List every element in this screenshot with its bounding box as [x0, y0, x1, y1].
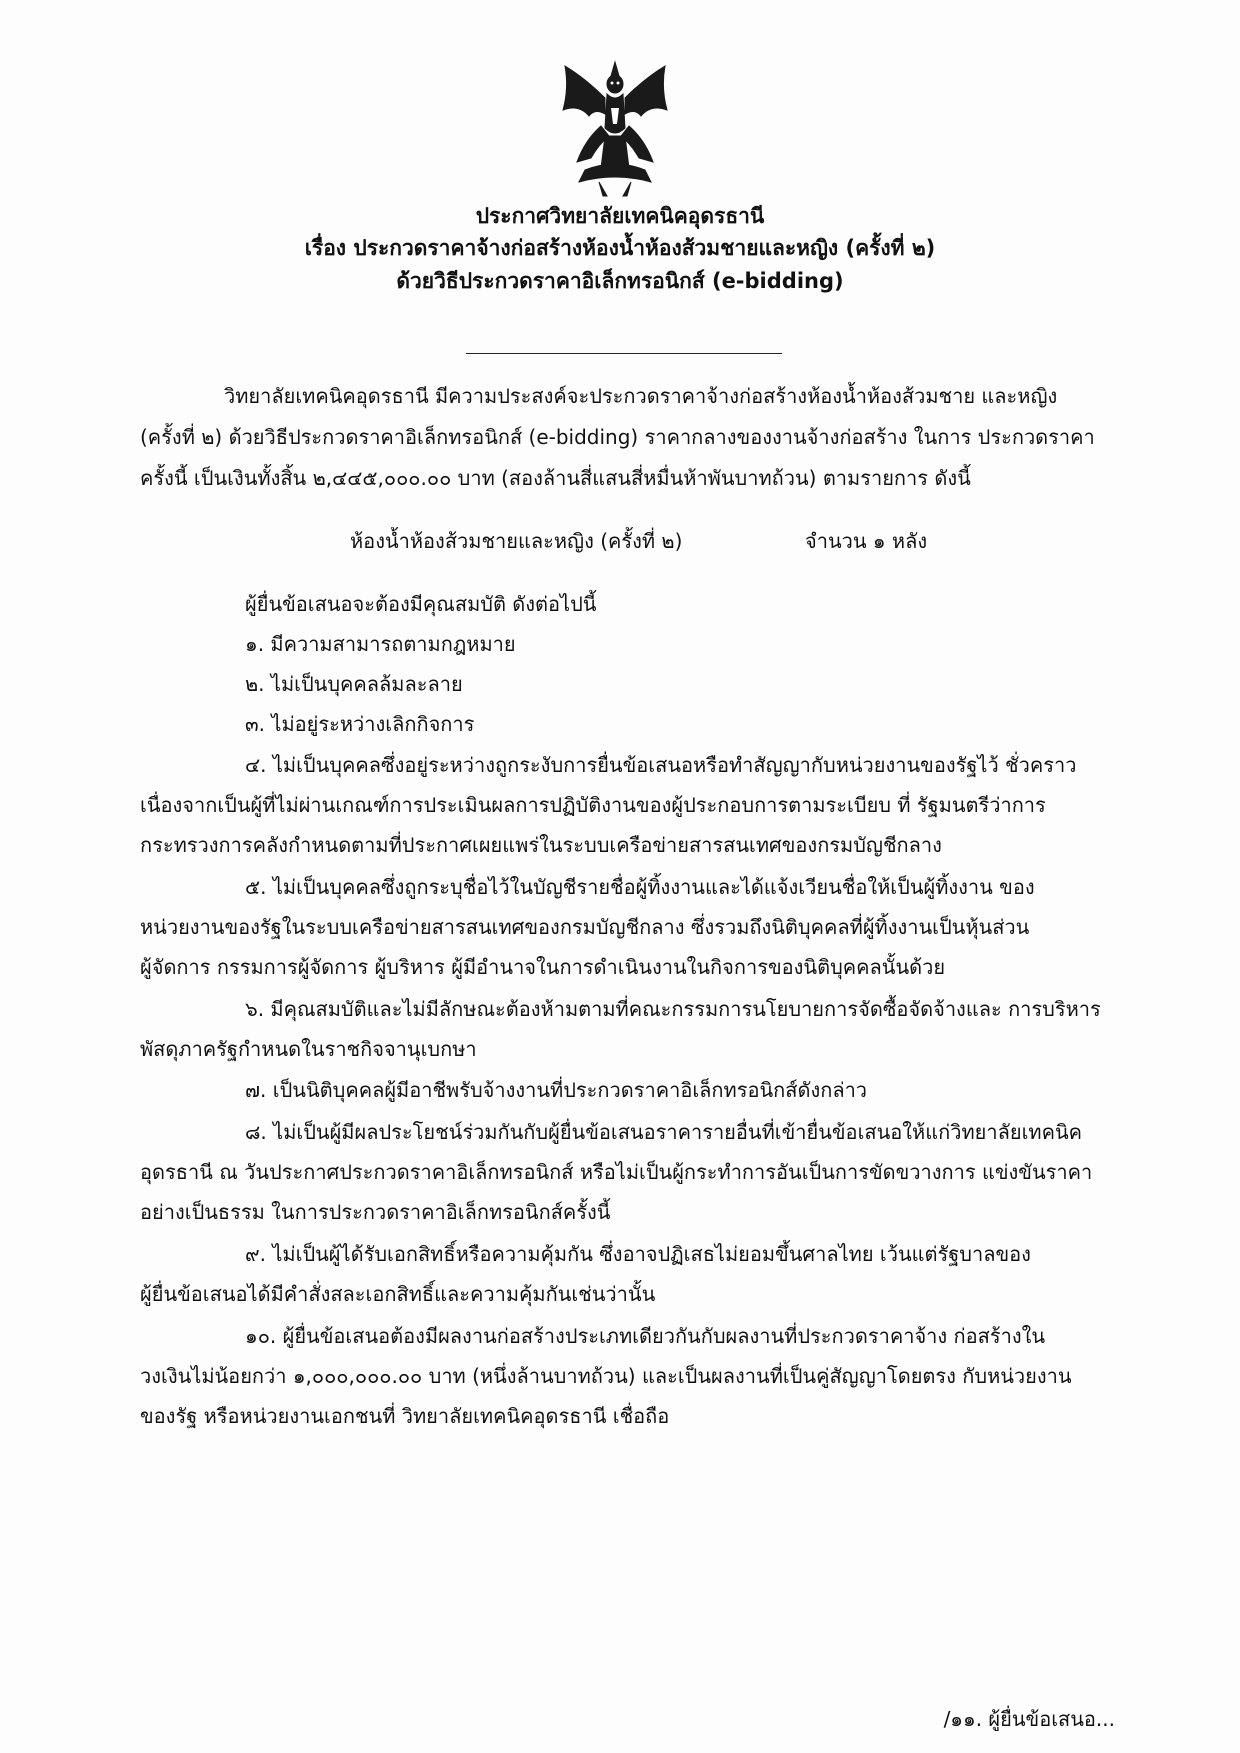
- qualification-10-line-2: วงเงินไม่น้อยกว่า ๑,๐๐๐,๐๐๐.๐๐ บาท (หนึ่งล้านบาทถ้วน) และเป็นผลงานที่เป็นคู่สัญญาโดยตรง กับหน่วยงาน: [140, 1364, 1072, 1388]
- qualification-8-line-1: ๘. ไม่เป็นผู้มีผลประโยชน์ร่วมกันกับผู้ยื่นข้อเสนอราคารายอื่นที่เข้ายื่นข้อเสนอให้แก่วิทยาลัยเทคนิค: [245, 1120, 1083, 1144]
- announcement-title: ประกาศวิทยาลัยเทคนิคอุดรธานี: [475, 204, 765, 228]
- page-continuation: /๑๑. ผู้ยื่นข้อเสนอ...: [943, 1707, 1115, 1731]
- garuda-emblem-icon: [555, 58, 675, 198]
- intro-line-3: ครั้งนี้ เป็นเงินทั้งสิ้น ๒,๔๔๕,๐๐๐.๐๐ บาท (สองล้านสี่แสนสี่หมื่นห้าพันบาทถ้วน) ตามรายการ ดังนี้: [140, 466, 971, 490]
- qualification-4-line-2: เนื่องจากเป็นผู้ที่ไม่ผ่านเกณฑ์การประเมินผลการปฏิบัติงานของผู้ประกอบการตามระเบียบ ที่ รัฐมนตรีว่าการ: [140, 793, 1046, 817]
- qualification-4-line-1: ๔. ไม่เป็นบุคคลซึ่งอยู่ระหว่างถูกระงับการยื่นข้อเสนอหรือทำสัญญากับหน่วยงานของรัฐไว้ ชั่วคราว: [245, 753, 1077, 777]
- qualification-7: ๗. เป็นนิติบุคคลผู้มีอาชีพรับจ้างงานที่ประกวดราคาอิเล็กทรอนิกส์ดังกล่าว: [245, 1078, 868, 1102]
- qualification-9-line-1: ๙. ไม่เป็นผู้ได้รับเอกสิทธิ์หรือความคุ้มกัน ซึ่งอาจปฏิเสธไม่ยอมขึ้นศาลไทย เว้นแต่รัฐบาลของ: [245, 1242, 1031, 1266]
- qualification-6-line-2: พัสดุภาครัฐกำหนดในราชกิจจานุเบกษา: [140, 1037, 477, 1061]
- qualification-10-line-1: ๑๐. ผู้ยื่นข้อเสนอต้องมีผลงานก่อสร้างประเภทเดียวกันกับผลงานที่ประกวดราคาจ้าง ก่อสร้างใน: [245, 1324, 1046, 1348]
- qualification-5-line-1: ๕. ไม่เป็นบุคคลซึ่งถูกระบุชื่อไว้ในบัญชีรายชื่อผู้ทิ้งงานและได้แจ้งเวียนชื่อให้เป็นผู้ทิ้งงาน ของ: [245, 875, 1035, 899]
- announcement-method: ด้วยวิธีประกวดราคาอิเล็กทรอนิกส์ (e-bidding): [396, 269, 844, 293]
- qualification-3: ๓. ไม่อยู่ระหว่างเลิกกิจการ: [245, 712, 475, 736]
- qualification-6-line-1: ๖. มีคุณสมบัติและไม่มีลักษณะต้องห้ามตามที่คณะกรรมการนโยบายการจัดซื้อจัดจ้างและ การบริหาร: [245, 997, 1101, 1021]
- qualification-9-line-2: ผู้ยื่นข้อเสนอได้มีคำสั่งสละเอกสิทธิ์และความคุ้มกันเช่นว่านั้น: [140, 1282, 656, 1306]
- intro-line-2: (ครั้งที่ ๒) ด้วยวิธีประกวดราคาอิเล็กทรอนิกส์ (e-bidding) ราคากลางของงานจ้างก่อสร้าง ในการ ประกวดราคา: [140, 425, 1095, 449]
- title-divider: [466, 353, 782, 354]
- qualification-10-line-3: ของรัฐ หรือหน่วยงานเอกชนที่ วิทยาลัยเทคนิคอุดรธานี เชื่อถือ: [140, 1404, 670, 1428]
- qualifications-intro: ผู้ยื่นข้อเสนอจะต้องมีคุณสมบัติ ดังต่อไปนี้: [245, 592, 597, 616]
- qualification-2: ๒. ไม่เป็นบุคคลล้มละลาย: [245, 672, 463, 696]
- qualification-8-line-3: อย่างเป็นธรรม ในการประกวดราคาอิเล็กทรอนิกส์ครั้งนี้: [140, 1200, 611, 1224]
- intro-line-1: วิทยาลัยเทคนิคอุดรธานี มีความประสงค์จะประกวดราคาจ้างก่อสร้างห้องน้ำห้องส้วมชาย และหญิง: [224, 384, 1058, 408]
- qualification-5-line-2: หน่วยงานของรัฐในระบบเครือข่ายสารสนเทศของกรมบัญชีกลาง ซึ่งรวมถึงนิติบุคคลที่ผู้ทิ้งงานเป็นหุ้นส่วน: [140, 915, 1030, 939]
- announcement-subject: เรื่อง ประกวดราคาจ้างก่อสร้างห้องน้ำห้องส้วมชายและหญิง (ครั้งที่ ๒): [304, 236, 936, 260]
- qualification-8-line-2: อุดรธานี ณ วันประกาศประกวดราคาอิเล็กทรอนิกส์ หรือไม่เป็นผู้กระทำการอันเป็นการขัดขวางการ แข่งขันราคา: [140, 1160, 1093, 1184]
- qualification-5-line-3: ผู้จัดการ กรรมการผู้จัดการ ผู้บริหาร ผู้มีอำนาจในการดำเนินงานในกิจการของนิติบุคคลนั้นด้วย: [140, 955, 946, 979]
- item-name: ห้องน้ำห้องส้วมชายและหญิง (ครั้งที่ ๒): [350, 529, 683, 553]
- qualification-1: ๑. มีความสามารถตามกฎหมาย: [245, 632, 516, 656]
- item-quantity: จำนวน ๑ หลัง: [805, 529, 928, 553]
- qualification-4-line-3: กระทรวงการคลังกำหนดตามที่ประกาศเผยแพร่ในระบบเครือข่ายสารสนเทศของกรมบัญชีกลาง: [140, 833, 942, 857]
